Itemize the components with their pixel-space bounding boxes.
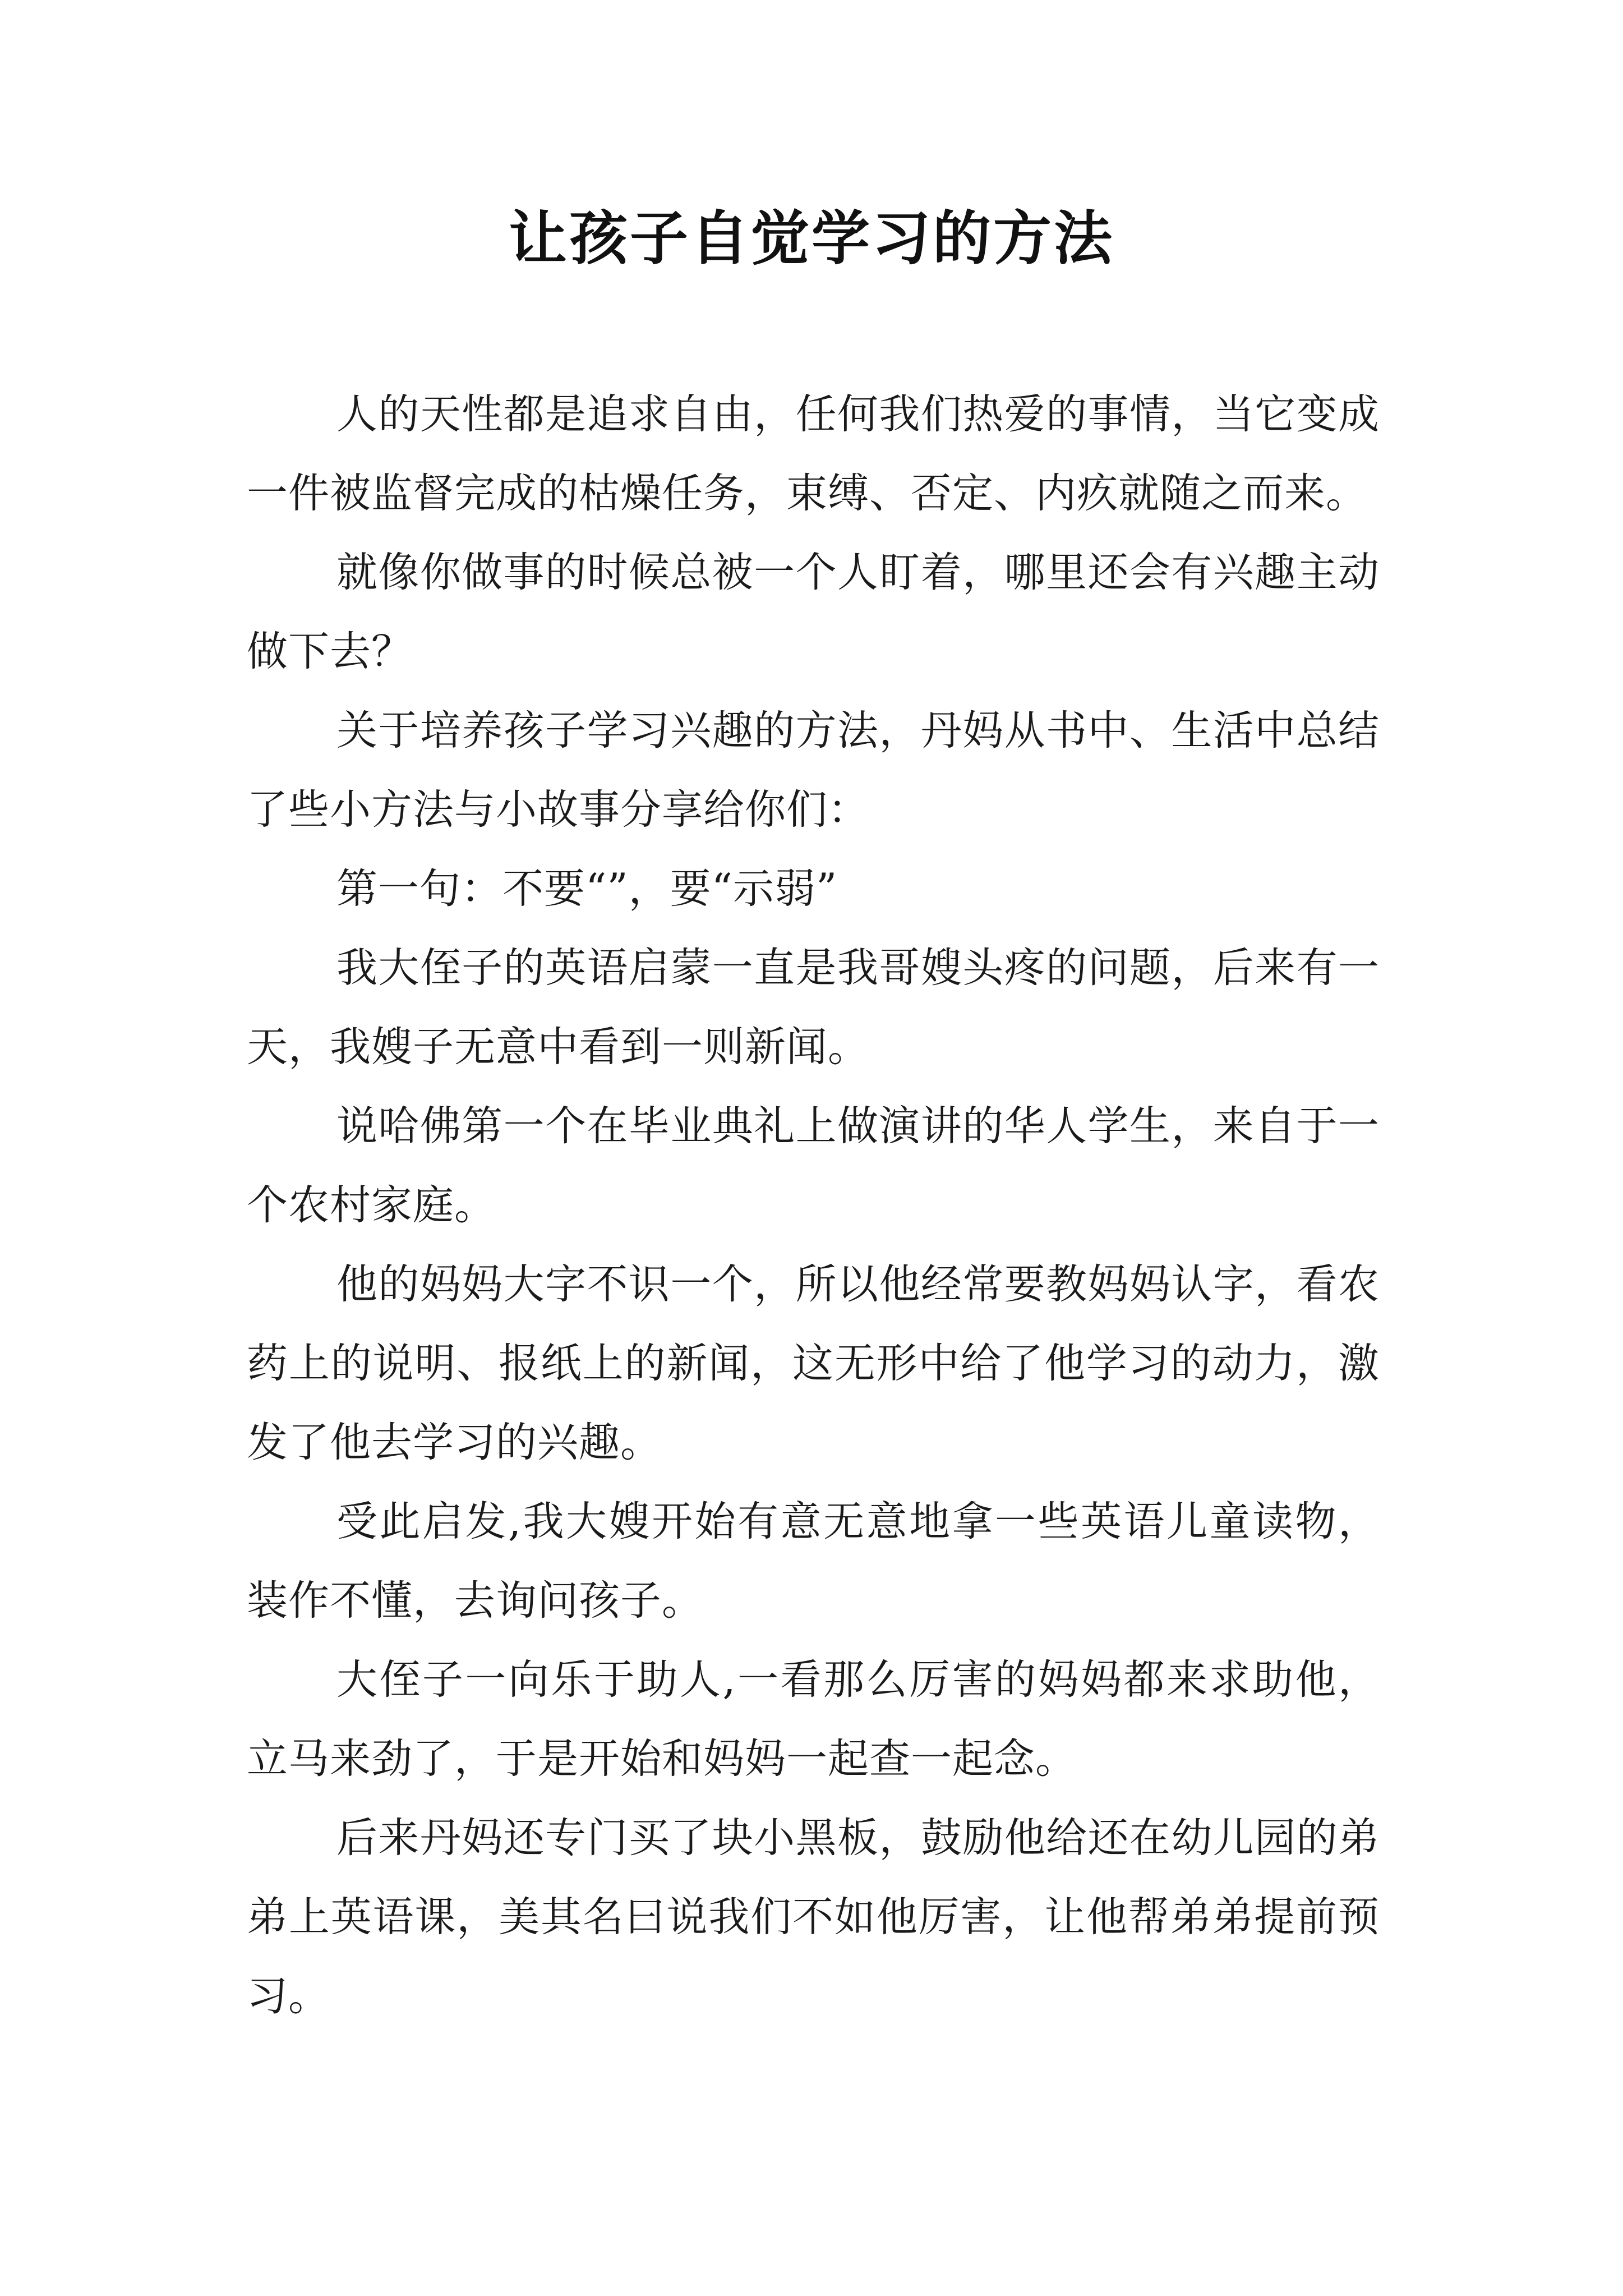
paragraph-7: 他的妈妈大字不识一个，所以他经常要教妈妈认字，看农药上的说明、报纸上的新闻，这无形中给了他学习的动力，激发了他去学习的兴趣。 (247, 1260, 1380, 1466)
document-body (247, 375, 1380, 2036)
document-title: 让孩子自觉学习的方法 (508, 204, 1114, 273)
paragraph-8: 受此启发,我大嫂开始有意无意地拿一些英语儿童读物，装作不懂，去询问孩子。 (247, 1498, 1380, 1625)
paragraph-3: 关于培养孩子学习兴趣的方法，丹妈从书中、生活中总结了些小方法与小故事分享给你们： (247, 707, 1380, 834)
paragraph-1: 人的天性都是追求自由，任何我们热爱的事情，当它变成一件被监督完成的枯燥任务，束缚、否定、内疚就随之而来。 (247, 390, 1380, 517)
paragraph-5: 我大侄子的英语启蒙一直是我哥嫂头疼的问题，后来有一天，我嫂子无意中看到一则新闻。 (247, 944, 1380, 1071)
paragraph-2: 就像你做事的时候总被一个人盯着，哪里还会有兴趣主动做下去？ (247, 549, 1380, 675)
paragraph-4: 第一句：不要“”，要“示弱” (336, 865, 838, 913)
paragraph-9: 大侄子一向乐于助人,一看那么厉害的妈妈都来求助他，立马来劲了，于是开始和妈妈一起查一起念。 (247, 1656, 1380, 1783)
paragraph-10: 后来丹妈还专门买了块小黑板，鼓励他给还在幼儿园的弟弟上英语课，美其名曰说我们不如他厉害，让他帮弟弟提前预习。 (247, 1814, 1380, 2020)
paragraph-6: 说哈佛第一个在毕业典礼上做演讲的华人学生，来自于一个农村家庭。 (247, 1102, 1380, 1229)
